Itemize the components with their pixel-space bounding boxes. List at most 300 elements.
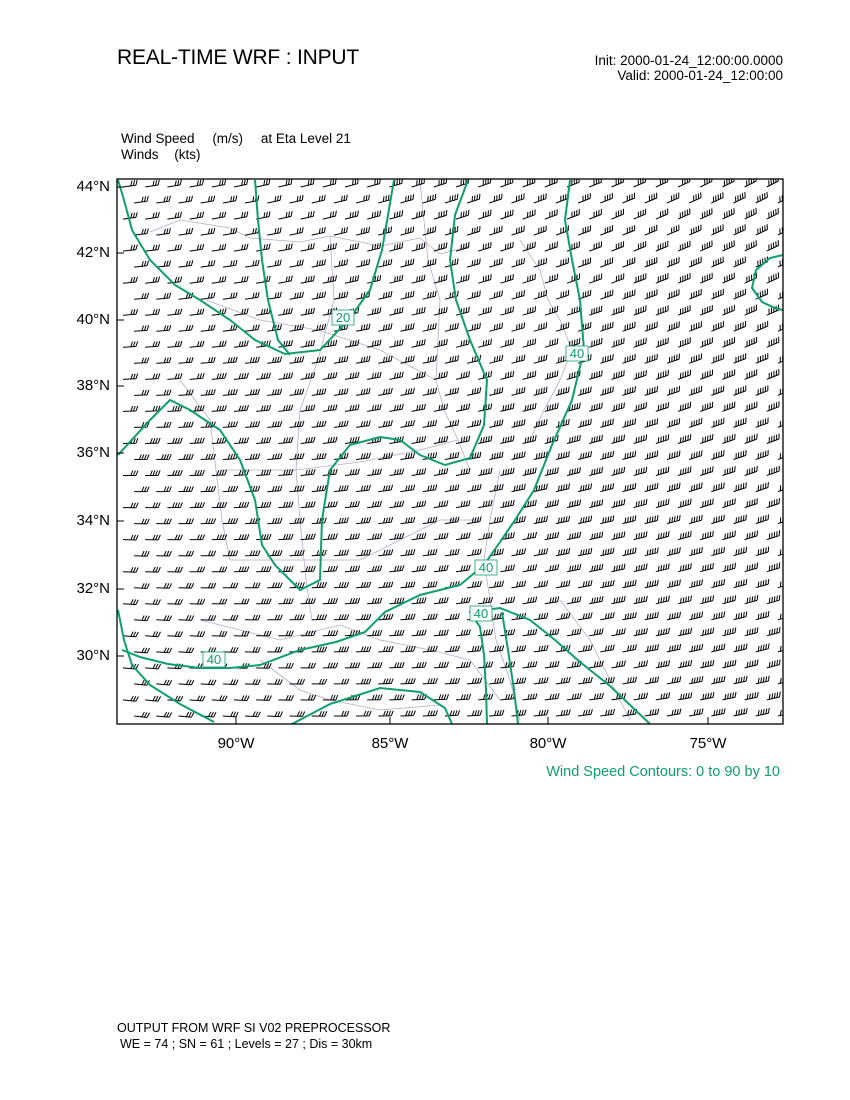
wind-barb bbox=[678, 596, 692, 604]
wind-barb bbox=[578, 258, 591, 268]
wind-barb bbox=[412, 630, 427, 636]
wind-barb bbox=[278, 308, 292, 315]
wind-barb bbox=[267, 357, 281, 364]
wind-barb bbox=[167, 309, 181, 316]
wind-barb bbox=[167, 341, 182, 347]
wind-barb bbox=[145, 470, 160, 475]
wind-barb bbox=[512, 452, 526, 460]
wind-barb bbox=[634, 273, 646, 283]
wind-barb bbox=[689, 418, 702, 427]
wind-barb bbox=[700, 176, 712, 187]
wind-barb bbox=[134, 648, 149, 653]
wind-barb bbox=[512, 355, 525, 364]
wind-barb bbox=[345, 211, 358, 220]
wind-barb bbox=[611, 370, 624, 379]
wind-barb bbox=[290, 486, 305, 492]
wind-barb bbox=[156, 551, 171, 556]
wind-barb bbox=[645, 354, 658, 364]
wind-barb bbox=[334, 582, 349, 588]
wind-barb bbox=[156, 454, 171, 459]
wind-barb bbox=[711, 289, 723, 299]
wind-barb bbox=[500, 565, 514, 572]
wind-barb bbox=[567, 564, 581, 572]
wind-barb bbox=[611, 531, 625, 539]
wind-barb bbox=[134, 390, 149, 396]
wind-barb bbox=[700, 466, 713, 475]
wind-barb bbox=[290, 615, 305, 620]
wind-barb bbox=[545, 306, 558, 315]
vector-units: (kts) bbox=[174, 147, 201, 162]
wind-barb bbox=[767, 659, 780, 668]
wind-barb bbox=[401, 388, 415, 396]
wind-barb bbox=[556, 548, 570, 556]
wind-barb bbox=[434, 565, 448, 572]
wind-barb bbox=[212, 244, 226, 251]
wind-barb bbox=[545, 371, 558, 380]
wind-barb bbox=[478, 339, 491, 348]
wind-barb bbox=[145, 696, 160, 701]
wind-barb bbox=[556, 258, 569, 267]
wind-barb bbox=[634, 402, 647, 411]
wind-barb bbox=[401, 420, 415, 427]
wind-barb bbox=[401, 517, 415, 524]
wind-barb bbox=[134, 358, 149, 364]
wind-barb bbox=[201, 454, 216, 460]
wind-barb bbox=[145, 535, 160, 540]
wind-barb bbox=[700, 208, 712, 219]
wind-barb bbox=[223, 712, 238, 717]
wind-barb bbox=[700, 628, 714, 636]
wind-barb bbox=[500, 629, 514, 636]
wind-barb bbox=[534, 451, 548, 459]
wind-barb bbox=[123, 696, 138, 701]
wind-barb bbox=[456, 694, 471, 700]
wind-barb bbox=[734, 515, 747, 524]
wind-barb bbox=[589, 209, 601, 219]
wind-barb bbox=[745, 369, 757, 379]
wind-barb bbox=[167, 212, 181, 219]
wind-barb bbox=[345, 178, 358, 187]
wind-barb bbox=[434, 533, 448, 540]
wind-barb bbox=[223, 421, 238, 427]
wind-barb bbox=[167, 470, 182, 475]
wind-barb bbox=[389, 533, 403, 540]
wind-barb bbox=[734, 321, 746, 331]
wind-barb bbox=[611, 306, 624, 316]
wind-barb bbox=[223, 583, 238, 588]
wind-barb bbox=[567, 209, 579, 219]
wind-barb bbox=[278, 179, 292, 187]
wind-barb bbox=[567, 274, 580, 284]
wind-barb bbox=[356, 679, 371, 684]
wind-barb bbox=[389, 372, 403, 380]
wind-barb bbox=[312, 550, 327, 556]
wind-barb bbox=[512, 387, 525, 395]
wind-barb bbox=[278, 534, 293, 540]
wind-barb bbox=[600, 193, 612, 203]
contour-label: 40 bbox=[206, 652, 222, 667]
wind-barb bbox=[689, 676, 703, 684]
wind-barb bbox=[423, 388, 437, 396]
contour-label: 40 bbox=[478, 560, 494, 575]
wind-barb bbox=[179, 422, 194, 428]
wind-barb bbox=[778, 256, 790, 267]
wind-barb bbox=[134, 712, 150, 717]
wind-barb bbox=[234, 211, 248, 219]
wind-barb bbox=[123, 632, 138, 637]
wind-barb bbox=[445, 226, 458, 235]
wind-barb bbox=[445, 484, 459, 491]
wind-barb bbox=[356, 646, 371, 652]
wind-barb bbox=[700, 499, 713, 508]
wind-barb bbox=[345, 598, 360, 604]
wind-barb bbox=[600, 483, 613, 491]
wind-barb bbox=[267, 615, 282, 620]
wind-barb bbox=[578, 645, 592, 652]
footer-preprocessor: OUTPUT FROM WRF SI V02 PREPROCESSOR bbox=[117, 1021, 391, 1035]
wind-barb bbox=[389, 469, 403, 476]
wind-barb bbox=[179, 260, 193, 267]
wind-barb bbox=[489, 452, 503, 460]
wind-barb bbox=[667, 483, 680, 492]
wind-barb bbox=[123, 309, 138, 315]
wind-barb bbox=[267, 453, 282, 459]
wind-barb bbox=[467, 678, 482, 684]
wind-barb bbox=[656, 660, 670, 668]
wind-barb bbox=[156, 487, 171, 492]
wind-barb bbox=[567, 629, 581, 636]
wind-barb bbox=[711, 386, 724, 396]
wind-barb bbox=[711, 257, 723, 267]
wind-barb bbox=[445, 355, 459, 363]
wind-barb bbox=[123, 277, 138, 283]
wind-barb bbox=[301, 405, 315, 412]
wind-barb bbox=[190, 438, 205, 444]
wind-barb bbox=[589, 532, 603, 540]
wind-barb bbox=[556, 290, 569, 299]
wind-barb bbox=[611, 209, 623, 219]
wind-barb bbox=[534, 258, 547, 267]
wind-barb bbox=[600, 580, 614, 588]
wind-barb bbox=[234, 599, 249, 604]
wind-barb bbox=[301, 179, 314, 187]
wind-barb bbox=[611, 499, 624, 508]
wind-barb bbox=[500, 242, 513, 251]
wind-barb bbox=[734, 257, 746, 268]
wind-barb bbox=[500, 339, 513, 348]
wind-barb bbox=[223, 518, 238, 523]
wind-barb bbox=[123, 180, 137, 187]
wind-barb bbox=[689, 515, 702, 524]
wind-barb bbox=[356, 388, 370, 395]
wind-barb bbox=[734, 353, 746, 363]
wind-barb bbox=[245, 550, 260, 555]
wind-barb bbox=[534, 581, 548, 588]
wind-barb bbox=[745, 692, 759, 700]
wind-barb bbox=[656, 338, 669, 348]
wind-barb bbox=[134, 261, 148, 267]
wind-barb bbox=[356, 711, 371, 716]
level-text: at Eta Level 21 bbox=[260, 131, 351, 146]
wind-barb bbox=[278, 405, 292, 412]
wind-barb bbox=[545, 532, 559, 540]
wind-barb bbox=[623, 322, 636, 332]
wind-barb bbox=[611, 467, 624, 476]
wind-barb bbox=[623, 644, 637, 652]
wind-barb bbox=[778, 547, 791, 556]
wind-barb bbox=[212, 405, 227, 411]
wind-barb bbox=[667, 580, 681, 588]
wind-barb bbox=[334, 485, 348, 492]
wind-barb bbox=[145, 180, 159, 187]
wind-barb bbox=[256, 308, 270, 315]
wind-barb bbox=[167, 406, 182, 412]
wind-barb bbox=[356, 356, 370, 364]
wind-barb bbox=[778, 676, 791, 684]
wind-barb bbox=[323, 211, 337, 219]
wind-barb bbox=[256, 695, 271, 700]
wind-barb bbox=[301, 501, 316, 507]
wind-barb bbox=[212, 276, 226, 283]
wind-barb bbox=[223, 292, 237, 299]
lat-label-44: 44°N bbox=[76, 178, 110, 195]
wind-barb bbox=[556, 451, 570, 459]
wind-barb bbox=[656, 305, 668, 315]
wind-barb bbox=[767, 530, 780, 539]
wind-barb bbox=[756, 676, 770, 684]
wind-barb bbox=[423, 420, 437, 428]
wind-barb bbox=[578, 548, 592, 556]
wind-barb bbox=[578, 451, 591, 459]
wind-barb bbox=[389, 630, 404, 636]
wind-barb bbox=[567, 306, 580, 315]
wind-barb bbox=[767, 208, 779, 219]
state-boundaries bbox=[150, 182, 630, 720]
wind-barb bbox=[334, 614, 349, 620]
wind-barb bbox=[778, 418, 790, 428]
wind-barb bbox=[179, 325, 194, 331]
wind-barb bbox=[145, 212, 159, 219]
wind-barb bbox=[734, 450, 747, 460]
wind-barb bbox=[722, 305, 734, 315]
wind-barbs bbox=[123, 176, 791, 718]
wind-barb bbox=[401, 194, 414, 203]
wind-barb bbox=[245, 712, 260, 717]
wind-barb bbox=[767, 595, 780, 604]
wind-barb bbox=[423, 710, 438, 716]
wind-barb bbox=[201, 551, 216, 556]
wind-barb bbox=[345, 275, 359, 283]
wind-barb bbox=[645, 418, 658, 427]
wind-barb bbox=[745, 498, 758, 507]
wind-barb bbox=[734, 676, 748, 684]
wind-barb bbox=[345, 404, 359, 411]
wind-barb bbox=[334, 292, 348, 300]
wind-barb bbox=[611, 177, 623, 187]
wind-barb bbox=[756, 353, 768, 363]
wind-barb bbox=[512, 419, 526, 427]
wind-barb bbox=[512, 645, 526, 652]
wind-barb bbox=[356, 517, 371, 523]
field-name: Wind Speed bbox=[121, 131, 195, 146]
wind-barb bbox=[256, 599, 271, 604]
wind-barb bbox=[267, 195, 281, 203]
wind-barb bbox=[334, 227, 348, 235]
wind-barb bbox=[634, 660, 648, 668]
wind-barb bbox=[678, 660, 692, 668]
wind-barb bbox=[323, 372, 337, 379]
wind-barb bbox=[534, 322, 547, 331]
wind-barb bbox=[423, 323, 437, 331]
wind-barb bbox=[534, 290, 547, 299]
wind-barb bbox=[656, 499, 669, 508]
wind-barb bbox=[179, 357, 194, 363]
wind-barb bbox=[401, 711, 416, 716]
wind-barb bbox=[722, 660, 736, 668]
wind-barb bbox=[245, 260, 259, 267]
wind-barb bbox=[267, 486, 282, 492]
wind-barb bbox=[345, 243, 359, 251]
wind-barb bbox=[134, 228, 148, 235]
wind-barb bbox=[145, 438, 160, 443]
wind-barb bbox=[401, 678, 416, 684]
wind-barb bbox=[645, 644, 659, 652]
wind-barb bbox=[412, 565, 426, 572]
wind-barb bbox=[745, 563, 758, 572]
wind-barb bbox=[389, 210, 402, 219]
wind-barb bbox=[745, 595, 758, 604]
wind-barb bbox=[678, 208, 690, 219]
wind-barb bbox=[711, 482, 724, 491]
wind-barb bbox=[278, 599, 293, 604]
wind-barb bbox=[678, 337, 690, 347]
wind-barb bbox=[290, 227, 304, 235]
wind-barb bbox=[179, 486, 194, 491]
wind-barb bbox=[467, 291, 480, 300]
wind-barb bbox=[700, 241, 712, 252]
wind-barb bbox=[534, 710, 549, 716]
wind-barb bbox=[301, 534, 316, 540]
wind-barb bbox=[778, 579, 791, 588]
wind-barb bbox=[534, 387, 547, 396]
wind-barb bbox=[190, 599, 205, 604]
wind-barb bbox=[301, 308, 315, 315]
wind-barb bbox=[267, 260, 281, 267]
wind-barb bbox=[656, 596, 670, 604]
wind-barb bbox=[134, 519, 149, 524]
contour-label: 40 bbox=[569, 346, 585, 361]
wind-barb bbox=[678, 499, 691, 508]
wind-barb bbox=[645, 677, 659, 684]
wind-barb bbox=[312, 453, 326, 460]
wind-barb bbox=[545, 500, 559, 508]
wind-barb bbox=[512, 323, 525, 332]
wind-barb bbox=[312, 292, 326, 300]
wind-barb bbox=[190, 631, 205, 636]
wind-barb bbox=[722, 466, 735, 475]
wind-barb bbox=[545, 564, 559, 572]
wind-barb bbox=[401, 259, 414, 267]
wind-barb bbox=[434, 468, 448, 475]
boundary-line bbox=[200, 620, 500, 700]
wind-barb bbox=[700, 273, 712, 283]
wind-barb bbox=[489, 194, 502, 203]
wind-barb bbox=[567, 435, 580, 444]
wind-barb bbox=[190, 470, 205, 476]
wind-barb bbox=[123, 245, 137, 252]
wind-barb bbox=[389, 662, 404, 668]
wind-barb bbox=[312, 388, 326, 395]
wind-barb bbox=[290, 518, 305, 524]
wind-barb bbox=[578, 580, 592, 588]
wind-barb bbox=[711, 353, 723, 363]
boundary-line bbox=[206, 300, 436, 380]
wind-barb bbox=[234, 244, 248, 251]
wind-barb bbox=[245, 679, 260, 684]
wind-barb bbox=[722, 369, 734, 379]
wind-barb bbox=[367, 533, 381, 539]
wind-barb bbox=[467, 420, 481, 428]
wind-barb bbox=[778, 611, 791, 620]
valid-time: Valid: 2000-01-24_12:00:00 bbox=[617, 68, 783, 83]
wind-barb bbox=[190, 373, 205, 379]
wind-barb bbox=[378, 323, 392, 331]
wind-barb bbox=[778, 321, 790, 332]
wind-barb bbox=[312, 259, 326, 267]
wind-barb bbox=[179, 390, 194, 396]
wind-barb bbox=[545, 338, 558, 347]
wind-barb bbox=[456, 533, 470, 540]
wind-barb bbox=[545, 242, 558, 252]
wind-barb bbox=[467, 710, 482, 716]
wind-barb bbox=[345, 501, 359, 508]
wind-barb bbox=[767, 369, 779, 379]
wind-barb bbox=[334, 679, 349, 684]
wind-barb bbox=[401, 323, 415, 331]
wind-barb bbox=[500, 371, 513, 380]
wind-barb bbox=[667, 450, 680, 459]
wind-barb bbox=[179, 615, 194, 620]
wind-barb bbox=[600, 515, 614, 523]
lon-label-75: 75°W bbox=[689, 735, 727, 752]
wind-barb bbox=[523, 693, 537, 700]
wind-barb bbox=[378, 679, 393, 684]
wind-barb bbox=[190, 535, 205, 540]
wind-barb bbox=[356, 485, 370, 492]
wind-barb bbox=[645, 547, 659, 555]
wind-barb bbox=[611, 241, 623, 251]
wind-barb bbox=[634, 628, 648, 636]
wind-barb bbox=[134, 487, 149, 492]
wind-barb bbox=[478, 274, 491, 283]
wind-barb bbox=[223, 228, 237, 235]
wind-barb bbox=[767, 627, 780, 636]
wind-barb bbox=[545, 209, 557, 219]
wind-barb bbox=[434, 630, 449, 636]
wind-barb bbox=[156, 680, 171, 685]
wind-barb bbox=[600, 709, 614, 716]
wind-barb bbox=[423, 549, 437, 556]
wind-barb bbox=[434, 500, 448, 507]
wind-barb bbox=[523, 468, 537, 476]
wind-barb bbox=[201, 680, 216, 685]
wind-barb bbox=[689, 354, 701, 364]
wind-barb bbox=[711, 418, 724, 428]
wind-barb bbox=[167, 180, 181, 187]
wind-barb bbox=[467, 258, 480, 267]
wind-barb bbox=[512, 258, 525, 267]
wind-barb bbox=[611, 402, 624, 411]
